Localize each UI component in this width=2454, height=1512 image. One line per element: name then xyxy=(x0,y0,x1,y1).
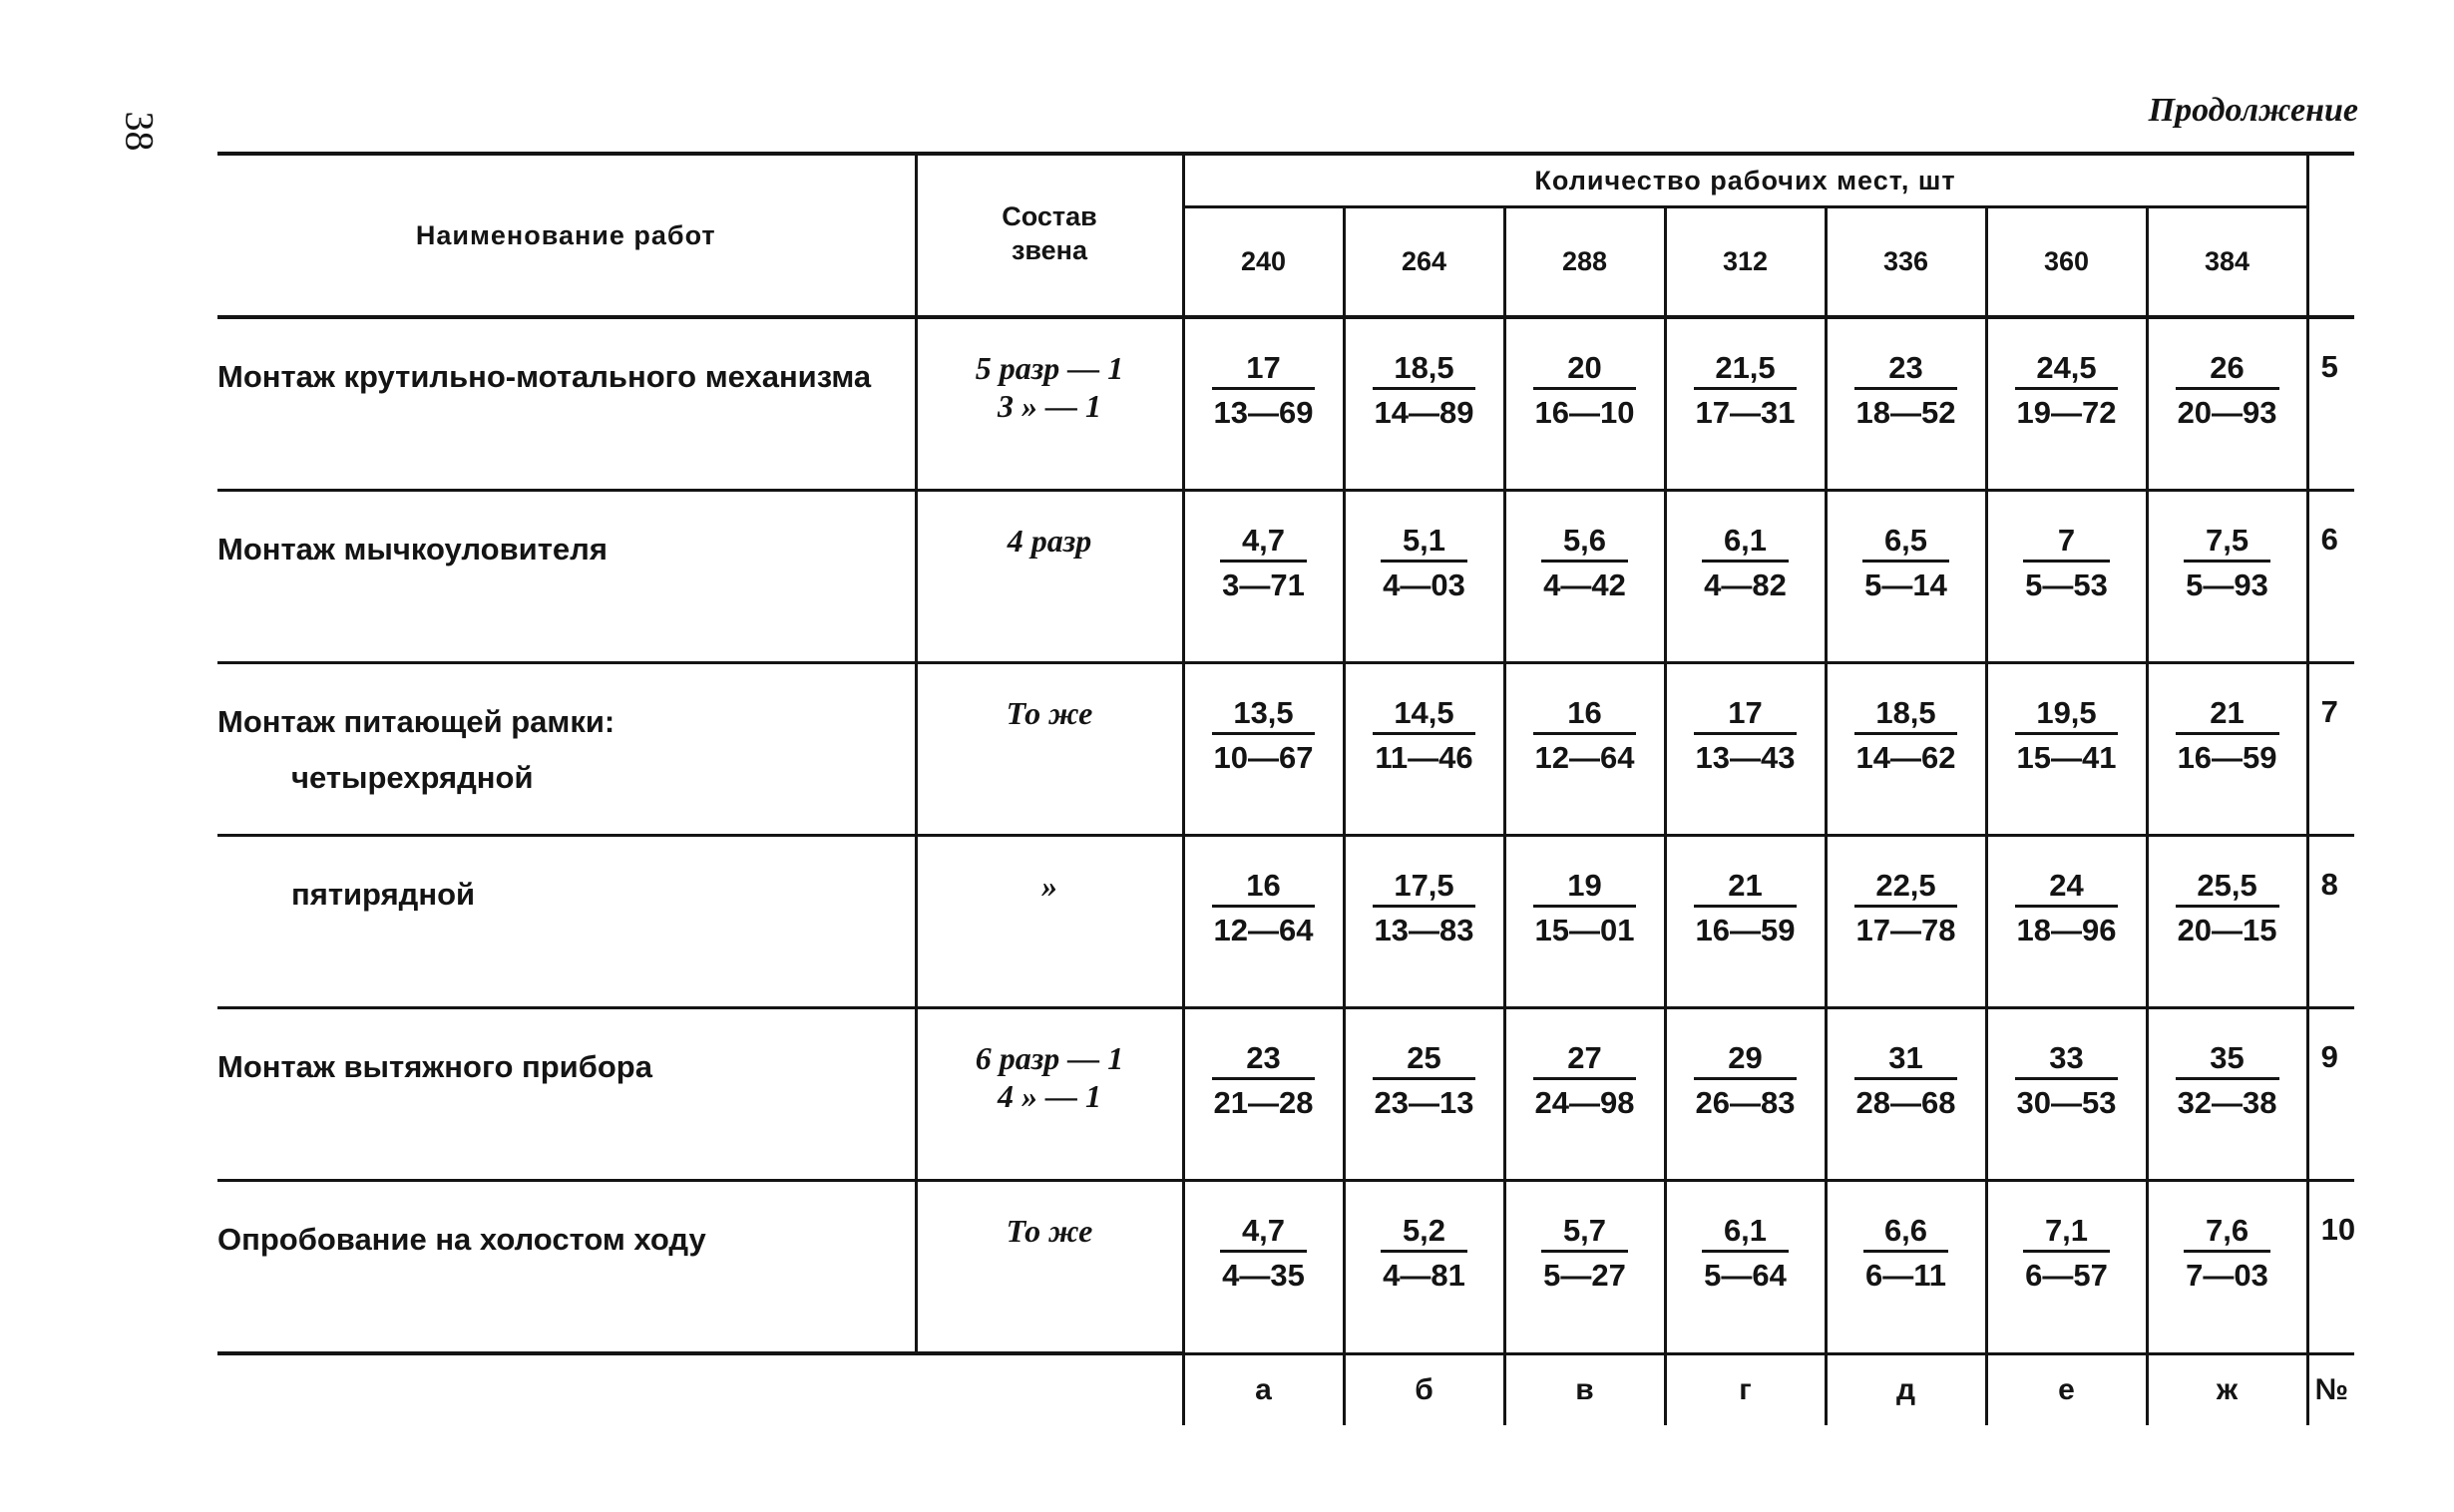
time-norm: 6,1 xyxy=(1702,1212,1789,1253)
column-letter: г xyxy=(1665,1353,1826,1425)
norm-fraction xyxy=(1863,1212,1948,1299)
time-norm: 29 xyxy=(1694,1039,1798,1080)
price-rate: 4—42 xyxy=(1543,567,1626,602)
norm-fraction xyxy=(1854,349,1958,436)
value-cell xyxy=(1986,491,2147,663)
column-letter: б xyxy=(1344,1353,1504,1425)
header-col-288: 288 xyxy=(1504,207,1665,317)
time-norm: 16 xyxy=(1212,867,1316,908)
time-norm: 24 xyxy=(2015,867,2119,908)
norm-fraction xyxy=(1212,349,1316,436)
value-cell xyxy=(1344,491,1504,663)
price-rate: 13—43 xyxy=(1695,740,1796,775)
price-rate: 10—67 xyxy=(1213,740,1314,775)
value-cell xyxy=(1986,1181,2147,1354)
value-cell xyxy=(1665,317,1826,491)
price-rate: 19—72 xyxy=(2016,395,2117,430)
norm-fraction xyxy=(1381,522,1467,608)
column-letter: д xyxy=(1826,1353,1986,1425)
price-rate: 4—82 xyxy=(1704,567,1787,602)
table-row xyxy=(217,491,2354,663)
time-norm: 31 xyxy=(1854,1039,1958,1080)
time-norm: 17 xyxy=(1694,694,1798,735)
value-cell xyxy=(1344,1181,1504,1354)
time-norm: 6,1 xyxy=(1702,522,1789,563)
value-cell xyxy=(1183,1181,1344,1354)
norm-fraction xyxy=(1381,1212,1467,1299)
header-workplaces-group: Количество рабочих мест, шт xyxy=(1183,154,2307,207)
row-number: 7 xyxy=(2307,663,2354,836)
time-norm: 25,5 xyxy=(2176,867,2279,908)
norm-fraction xyxy=(2184,1212,2270,1299)
value-cell xyxy=(1826,663,1986,836)
price-rate: 16—59 xyxy=(2177,740,2277,775)
value-cell xyxy=(2147,836,2307,1008)
value-cell xyxy=(1986,836,2147,1008)
value-cell xyxy=(1183,491,1344,663)
norm-fraction xyxy=(1212,694,1316,781)
norm-fraction xyxy=(1212,1039,1316,1126)
crew-line: 4 разр xyxy=(1007,523,1092,559)
value-cell xyxy=(1826,491,1986,663)
work-name: Опробование на холостом ходу xyxy=(217,1222,706,1257)
norm-fraction xyxy=(1702,1212,1789,1299)
value-cell xyxy=(1504,663,1665,836)
time-norm: 19,5 xyxy=(2015,694,2119,735)
price-rate: 14—89 xyxy=(1374,395,1474,430)
norm-fraction xyxy=(1541,522,1628,608)
number-symbol: № xyxy=(2314,1372,2349,1406)
time-norm: 27 xyxy=(1533,1039,1637,1080)
crew-line: » xyxy=(1041,868,1057,904)
value-cell xyxy=(1504,317,1665,491)
table-body xyxy=(217,317,2354,1353)
value-cell xyxy=(1986,317,2147,491)
price-rate: 15—41 xyxy=(2016,740,2117,775)
norm-fraction xyxy=(1862,522,1949,608)
price-rate: 4—35 xyxy=(1222,1258,1305,1293)
price-rate: 17—78 xyxy=(1855,913,1956,947)
price-rate: 23—13 xyxy=(1374,1085,1474,1120)
time-norm: 17 xyxy=(1212,349,1316,390)
time-norm: 26 xyxy=(2176,349,2279,390)
norm-fraction xyxy=(1212,867,1316,953)
value-cell xyxy=(1665,1181,1826,1354)
norm-fraction xyxy=(2176,694,2279,781)
header-work-name: Наименование работ xyxy=(217,154,916,317)
price-rate: 16—59 xyxy=(1695,913,1796,947)
price-rate: 5—14 xyxy=(1864,567,1947,602)
value-cell xyxy=(1986,1008,2147,1181)
column-letter: в xyxy=(1504,1353,1665,1425)
price-rate: 13—69 xyxy=(1213,395,1314,430)
table-row xyxy=(217,836,2354,1008)
price-rate: 6—57 xyxy=(2025,1258,2108,1293)
norm-fraction xyxy=(1373,867,1476,953)
header-crew-line2: звена xyxy=(1011,235,1087,265)
column-letter: а xyxy=(1183,1353,1344,1425)
labor-norms-table xyxy=(217,152,2354,1425)
crew-cell xyxy=(916,1181,1183,1354)
crew-line: То же xyxy=(1006,695,1093,731)
time-norm: 4,7 xyxy=(1220,522,1307,563)
price-rate: 4—81 xyxy=(1383,1258,1465,1293)
norm-fraction xyxy=(1694,867,1798,953)
time-norm: 7,6 xyxy=(2184,1212,2270,1253)
price-rate: 6—11 xyxy=(1864,1258,1946,1293)
row-number: 8 xyxy=(2307,836,2354,1008)
time-norm: 18,5 xyxy=(1854,694,1958,735)
time-norm: 24,5 xyxy=(2015,349,2119,390)
norm-fraction xyxy=(1541,1212,1628,1299)
price-rate: 32—38 xyxy=(2177,1085,2277,1120)
value-cell xyxy=(1986,663,2147,836)
value-cell xyxy=(1183,317,1344,491)
price-rate: 28—68 xyxy=(1855,1085,1956,1120)
norm-fraction xyxy=(1694,1039,1798,1126)
price-rate: 3—71 xyxy=(1222,567,1305,602)
table-row xyxy=(217,1181,2354,1354)
price-rate: 26—83 xyxy=(1695,1085,1796,1120)
time-norm: 17,5 xyxy=(1373,867,1476,908)
value-cell xyxy=(1665,491,1826,663)
header-number-column xyxy=(2307,154,2354,317)
time-norm: 4,7 xyxy=(1220,1212,1307,1253)
value-cell xyxy=(1183,836,1344,1008)
price-rate: 5—27 xyxy=(1543,1258,1626,1293)
value-cell xyxy=(1504,836,1665,1008)
crew-line: 5 разр — 1 xyxy=(975,350,1124,386)
time-norm: 18,5 xyxy=(1373,349,1476,390)
price-rate: 5—93 xyxy=(2186,567,2268,602)
price-rate: 13—83 xyxy=(1374,913,1474,947)
crew-line: 3 » — 1 xyxy=(998,388,1101,424)
price-rate: 14—62 xyxy=(1855,740,1956,775)
footer-row xyxy=(217,1353,2354,1425)
value-cell xyxy=(1504,1181,1665,1354)
time-norm: 7,1 xyxy=(2023,1212,2110,1253)
time-norm: 21,5 xyxy=(1694,349,1798,390)
value-cell xyxy=(2147,1008,2307,1181)
time-norm: 22,5 xyxy=(1854,867,1958,908)
price-rate: 15—01 xyxy=(1534,913,1635,947)
work-subname: четырехрядной xyxy=(291,760,534,795)
value-cell xyxy=(1826,1181,1986,1354)
price-rate: 5—64 xyxy=(1704,1258,1787,1293)
header-col-312: 312 xyxy=(1665,207,1826,317)
value-cell xyxy=(1344,663,1504,836)
work-name: Монтаж крутильно-мотального механизма xyxy=(217,359,872,394)
norm-fraction xyxy=(2176,1039,2279,1126)
time-norm: 5,1 xyxy=(1381,522,1467,563)
work-subname: пятирядной xyxy=(291,877,476,912)
time-norm: 33 xyxy=(2015,1039,2119,1080)
row-number: 5 xyxy=(2307,317,2354,491)
time-norm: 16 xyxy=(1533,694,1637,735)
column-letter: ж xyxy=(2147,1353,2307,1425)
norm-fraction xyxy=(2015,1039,2119,1126)
norm-fraction xyxy=(2023,1212,2110,1299)
price-rate: 16—10 xyxy=(1534,395,1635,430)
work-name-cell xyxy=(217,317,916,491)
value-cell xyxy=(2147,491,2307,663)
crew-cell xyxy=(916,317,1183,491)
value-cell xyxy=(1665,836,1826,1008)
work-name-cell xyxy=(217,663,916,836)
time-norm: 5,2 xyxy=(1381,1212,1467,1253)
value-cell xyxy=(1826,317,1986,491)
column-letter: е xyxy=(1986,1353,2147,1425)
time-norm: 7,5 xyxy=(2184,522,2270,563)
norm-fraction xyxy=(1702,522,1789,608)
norm-fraction xyxy=(1373,1039,1476,1126)
footer-blank xyxy=(217,1353,1183,1425)
work-name-cell xyxy=(217,1008,916,1181)
value-cell xyxy=(1504,491,1665,663)
norm-fraction xyxy=(2176,867,2279,953)
value-cell xyxy=(1826,836,1986,1008)
header-col-336: 336 xyxy=(1826,207,1986,317)
price-rate: 12—64 xyxy=(1534,740,1635,775)
norm-fraction xyxy=(1533,349,1637,436)
page-number: 38 xyxy=(117,111,163,152)
time-norm: 5,7 xyxy=(1541,1212,1628,1253)
time-norm: 25 xyxy=(1373,1039,1476,1080)
row-number: 9 xyxy=(2307,1008,2354,1181)
value-cell xyxy=(1183,663,1344,836)
time-norm: 21 xyxy=(1694,867,1798,908)
time-norm: 23 xyxy=(1854,349,1958,390)
norm-fraction xyxy=(1854,867,1958,953)
work-name: Монтаж питающей рамки: xyxy=(217,704,615,739)
price-rate: 11—46 xyxy=(1375,740,1473,775)
norm-fraction xyxy=(1533,694,1637,781)
price-rate: 30—53 xyxy=(2016,1085,2117,1120)
time-norm: 19 xyxy=(1533,867,1637,908)
crew-line: То же xyxy=(1006,1213,1093,1249)
price-rate: 12—64 xyxy=(1213,913,1314,947)
value-cell xyxy=(1344,1008,1504,1181)
price-rate: 18—96 xyxy=(2016,913,2117,947)
price-rate: 5—53 xyxy=(2025,567,2108,602)
crew-line: 4 » — 1 xyxy=(998,1078,1101,1114)
norm-fraction xyxy=(2184,522,2270,608)
crew-cell xyxy=(916,663,1183,836)
value-cell xyxy=(1665,663,1826,836)
norm-fraction xyxy=(2176,349,2279,436)
norm-fraction xyxy=(1854,1039,1958,1126)
header-crew-line1: Состав xyxy=(1002,201,1097,231)
work-name: Монтаж мычкоуловителя xyxy=(217,532,608,567)
time-norm: 23 xyxy=(1212,1039,1316,1080)
crew-cell xyxy=(916,1008,1183,1181)
row-number: 6 xyxy=(2307,491,2354,663)
time-norm: 13,5 xyxy=(1212,694,1316,735)
value-cell xyxy=(1504,1008,1665,1181)
time-norm: 14,5 xyxy=(1373,694,1474,735)
value-cell xyxy=(2147,317,2307,491)
header-col-240: 240 xyxy=(1183,207,1344,317)
norm-fraction xyxy=(1220,1212,1307,1299)
work-name-cell xyxy=(217,836,916,1008)
continuation-label: Продолжение xyxy=(2148,92,2358,129)
crew-cell xyxy=(916,836,1183,1008)
price-rate: 4—03 xyxy=(1383,567,1465,602)
header-col-384: 384 xyxy=(2147,207,2307,317)
work-name: Монтаж вытяжного прибора xyxy=(217,1049,652,1084)
time-norm: 21 xyxy=(2176,694,2279,735)
price-rate: 7—03 xyxy=(2186,1258,2268,1293)
price-rate: 21—28 xyxy=(1213,1085,1314,1120)
price-rate: 20—15 xyxy=(2177,913,2277,947)
work-name-cell xyxy=(217,1181,916,1354)
norm-fraction xyxy=(1854,694,1958,781)
norm-fraction xyxy=(2015,867,2119,953)
crew-line: 6 разр — 1 xyxy=(975,1040,1124,1076)
value-cell xyxy=(1344,836,1504,1008)
table-row xyxy=(217,317,2354,491)
row-number: 10 xyxy=(2307,1181,2354,1354)
time-norm: 6,6 xyxy=(1863,1212,1948,1253)
value-cell xyxy=(1183,1008,1344,1181)
norm-fraction xyxy=(1694,694,1798,781)
value-cell xyxy=(1826,1008,1986,1181)
work-name-cell xyxy=(217,491,916,663)
norm-fraction xyxy=(2023,522,2110,608)
header-col-264: 264 xyxy=(1344,207,1504,317)
price-rate: 24—98 xyxy=(1534,1085,1635,1120)
norm-fraction xyxy=(1533,1039,1637,1126)
value-cell xyxy=(2147,1181,2307,1354)
norm-fraction xyxy=(1533,867,1637,953)
price-rate: 18—52 xyxy=(1855,395,1956,430)
value-cell xyxy=(1665,1008,1826,1181)
norm-fraction xyxy=(1220,522,1307,608)
time-norm: 20 xyxy=(1533,349,1637,390)
header-col-360: 360 xyxy=(1986,207,2147,317)
time-norm: 35 xyxy=(2176,1039,2279,1080)
table-row xyxy=(217,1008,2354,1181)
norm-fraction xyxy=(1694,349,1798,436)
time-norm: 6,5 xyxy=(1862,522,1949,563)
value-cell xyxy=(1344,317,1504,491)
value-cell xyxy=(2147,663,2307,836)
norm-fraction xyxy=(1373,349,1476,436)
table-row xyxy=(217,663,2354,836)
norm-fraction xyxy=(2015,694,2119,781)
header-crew xyxy=(916,154,1183,317)
time-norm: 5,6 xyxy=(1541,522,1628,563)
norm-fraction xyxy=(1373,694,1474,781)
norm-fraction xyxy=(2015,349,2119,436)
crew-cell xyxy=(916,491,1183,663)
time-norm: 7 xyxy=(2023,522,2110,563)
price-rate: 17—31 xyxy=(1695,395,1796,430)
price-rate: 20—93 xyxy=(2177,395,2277,430)
